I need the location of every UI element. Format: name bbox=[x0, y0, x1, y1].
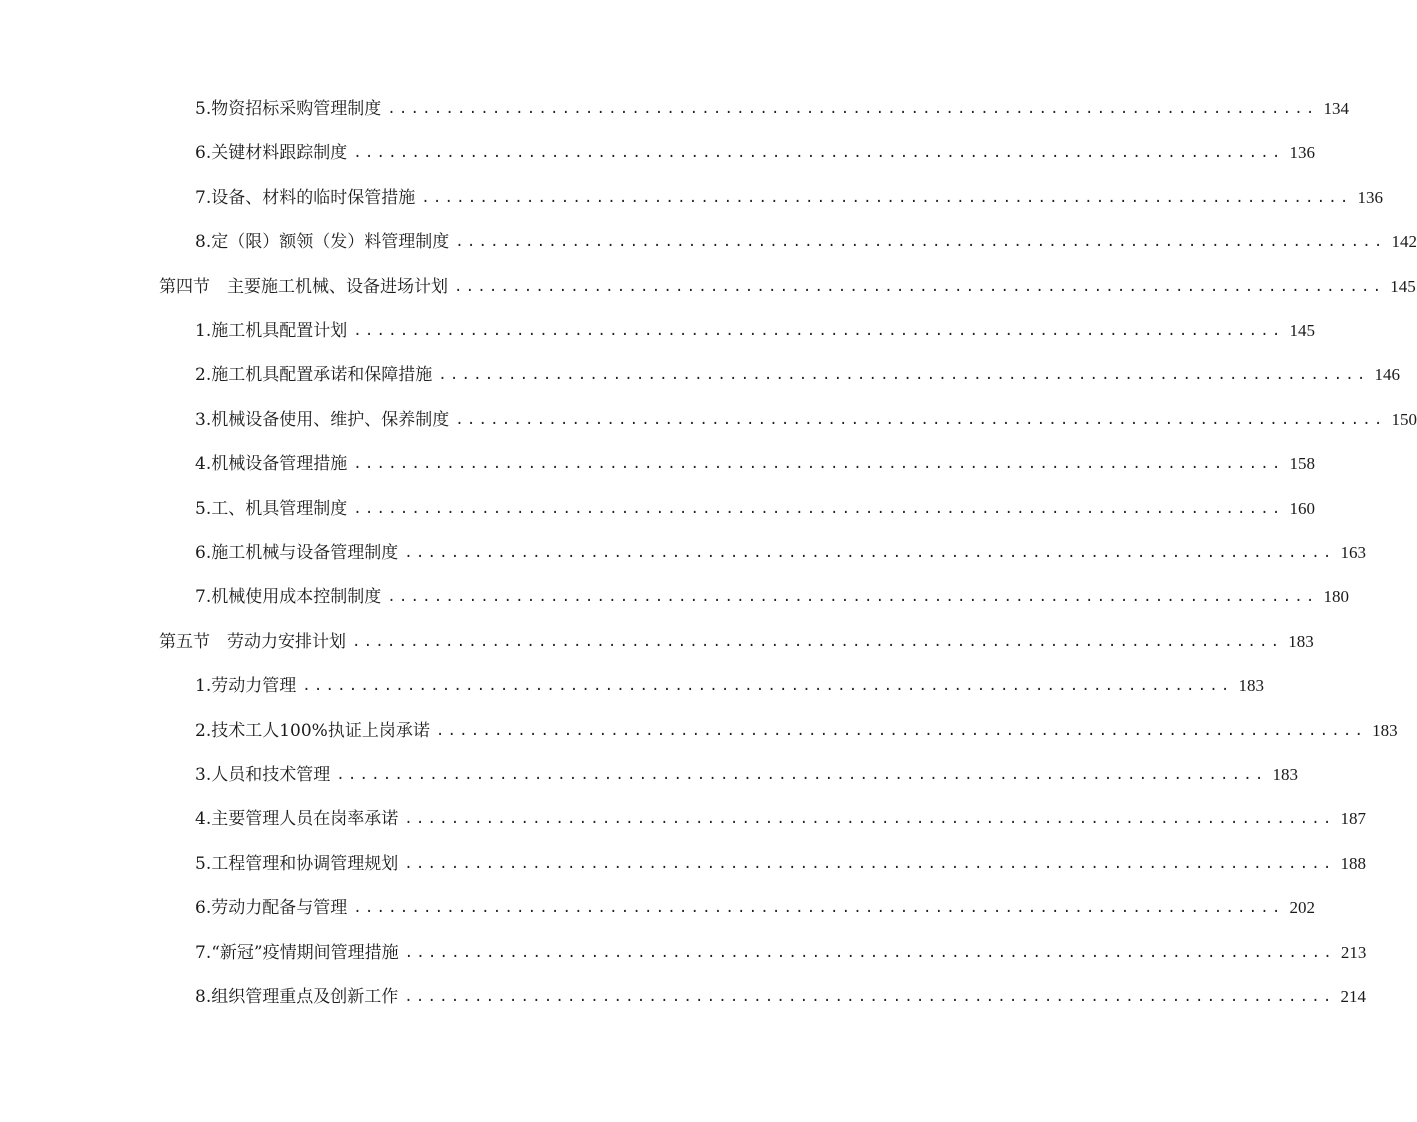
toc-page-number: 183 bbox=[1372, 720, 1398, 740]
toc-section-row[interactable] bbox=[0, 265, 1416, 309]
dot-leader: ................................................................................ bbox=[353, 145, 1284, 162]
dot-leader: ................................................................................ bbox=[352, 633, 1283, 650]
toc-entry bbox=[195, 931, 1367, 975]
dot-leader: ................................................................................ bbox=[387, 101, 1318, 117]
toc-entry-title: 8.组织管理重点及创新工作 bbox=[195, 987, 399, 1007]
toc-entry bbox=[195, 131, 1316, 175]
toc-entry-row[interactable] bbox=[0, 709, 1398, 753]
toc-entry bbox=[195, 353, 1401, 397]
toc-entry-title: 7.机械使用成本控制制度 bbox=[195, 587, 382, 608]
toc-entry-title: 第四节 主要施工机械、设备进场计划 bbox=[159, 276, 448, 297]
toc-entry-title: 6.关键材料跟踪制度 bbox=[195, 143, 348, 164]
toc-entry-title: 第五节 劳动力安排计划 bbox=[159, 631, 346, 652]
toc-entry-title: 1.施工机具配置计划 bbox=[195, 321, 348, 341]
toc-entry-row[interactable] bbox=[0, 842, 1367, 886]
toc-entry-row[interactable] bbox=[0, 131, 1316, 175]
toc-entry bbox=[195, 309, 1316, 353]
toc-page-number: 202 bbox=[1289, 898, 1316, 918]
toc-page-number: 188 bbox=[1340, 853, 1367, 873]
toc-page-number: 136 bbox=[1289, 143, 1316, 163]
toc-entry-row[interactable] bbox=[0, 575, 1350, 619]
toc-entry-row[interactable] bbox=[0, 87, 1350, 131]
toc-entry bbox=[195, 87, 1350, 131]
toc-section-row[interactable] bbox=[0, 620, 1314, 664]
toc-entry bbox=[195, 709, 1398, 753]
toc-entry-title: 6.施工机械与设备管理制度 bbox=[195, 543, 399, 563]
toc-entry-title: 1.劳动力管理 bbox=[195, 676, 297, 697]
dot-leader: ................................................................................ bbox=[404, 545, 1335, 561]
dot-leader: ................................................................................ bbox=[455, 411, 1386, 428]
toc-entry-title: 5.物资招标采购管理制度 bbox=[195, 99, 382, 119]
dot-leader: ................................................................................ bbox=[404, 855, 1335, 872]
toc-entry bbox=[195, 842, 1367, 886]
dot-leader: ................................................................................ bbox=[387, 589, 1318, 606]
toc-page-number: 142 bbox=[1391, 232, 1417, 252]
toc-entry bbox=[159, 620, 1314, 664]
dot-leader: ................................................................................ bbox=[435, 722, 1367, 739]
toc-entry-title: 7.设备、材料的临时保管措施 bbox=[195, 187, 416, 208]
toc-entry-title: 2.技术工人100%执证上岗承诺 bbox=[195, 720, 430, 741]
toc-entry-title: 7.“新冠”疫情期间管理措施 bbox=[195, 942, 399, 963]
toc-entry-row[interactable] bbox=[0, 442, 1316, 486]
toc-entry-row[interactable] bbox=[0, 797, 1367, 841]
toc-page-number: 158 bbox=[1289, 454, 1316, 474]
toc-entry-title: 3.人员和技术管理 bbox=[195, 765, 331, 785]
toc-entry-title: 6.劳动力配备与管理 bbox=[195, 898, 348, 919]
toc-entry-row[interactable] bbox=[0, 531, 1367, 575]
toc-entry-row[interactable] bbox=[0, 176, 1384, 220]
toc-entry-title: 2.施工机具配置承诺和保障措施 bbox=[195, 365, 433, 386]
toc-entry-title: 5.工、机具管理制度 bbox=[195, 498, 348, 519]
dot-leader: ................................................................................ bbox=[336, 767, 1267, 783]
toc-page-number: 214 bbox=[1340, 987, 1367, 1006]
toc-entry-row[interactable] bbox=[0, 353, 1401, 397]
toc-entry-row[interactable] bbox=[0, 753, 1299, 797]
toc-entry bbox=[195, 176, 1384, 220]
toc-entry bbox=[195, 753, 1299, 797]
toc-entry-row[interactable] bbox=[0, 975, 1367, 1019]
toc-entry bbox=[159, 265, 1416, 309]
toc-entry bbox=[195, 975, 1367, 1019]
toc-entry-title: 8.定（限）额领（发）料管理制度 bbox=[195, 232, 450, 253]
toc-entry-row[interactable] bbox=[0, 220, 1417, 264]
toc-entry bbox=[195, 398, 1417, 442]
toc-entry bbox=[195, 487, 1316, 531]
toc-page-number: 145 bbox=[1289, 321, 1316, 340]
dot-leader: ................................................................................ bbox=[404, 989, 1335, 1005]
toc-page-number: 150 bbox=[1391, 409, 1417, 429]
toc-entry bbox=[195, 220, 1417, 264]
toc-page-number: 146 bbox=[1374, 365, 1401, 385]
dot-leader: ................................................................................ bbox=[353, 323, 1284, 339]
dot-leader: ................................................................................ bbox=[404, 944, 1335, 961]
toc-entry bbox=[195, 886, 1316, 930]
toc-page-number: 183 bbox=[1238, 676, 1265, 696]
toc-entry-title: 5.工程管理和协调管理规划 bbox=[195, 853, 399, 874]
dot-leader: ................................................................................ bbox=[353, 456, 1284, 473]
toc-entry-row[interactable] bbox=[0, 664, 1265, 708]
dot-leader: ................................................................................ bbox=[302, 678, 1233, 695]
toc-page-number: 180 bbox=[1323, 587, 1350, 607]
dot-leader: ................................................................................ bbox=[455, 234, 1386, 251]
toc-entry-title: 3.机械设备使用、维护、保养制度 bbox=[195, 409, 450, 430]
toc-entry-row[interactable] bbox=[0, 886, 1316, 930]
toc-page-number: 213 bbox=[1340, 942, 1367, 962]
toc-entry-row[interactable] bbox=[0, 487, 1316, 531]
toc-entry-row[interactable] bbox=[0, 309, 1316, 353]
toc-entry-row[interactable] bbox=[0, 931, 1367, 975]
toc-entry bbox=[195, 442, 1316, 486]
toc-page-number: 187 bbox=[1340, 809, 1367, 829]
toc-entry-title: 4.机械设备管理措施 bbox=[195, 454, 348, 475]
toc-entry bbox=[195, 531, 1367, 575]
toc-page-number: 136 bbox=[1357, 187, 1384, 207]
dot-leader: ................................................................................ bbox=[353, 500, 1284, 517]
toc-entry bbox=[195, 575, 1350, 619]
toc-page-number: 160 bbox=[1289, 498, 1316, 518]
toc-entry bbox=[195, 797, 1367, 841]
toc-entry-title: 4.主要管理人员在岗率承诺 bbox=[195, 809, 399, 830]
dot-leader: ................................................................................ bbox=[421, 189, 1352, 206]
toc-entry bbox=[195, 664, 1265, 708]
dot-leader: ................................................................................ bbox=[353, 900, 1284, 917]
toc-page-number: 163 bbox=[1340, 543, 1367, 562]
toc-page-number: 183 bbox=[1288, 631, 1314, 651]
dot-leader: ................................................................................ bbox=[454, 278, 1385, 295]
dot-leader: ................................................................................ bbox=[438, 367, 1369, 384]
toc-page-number: 145 bbox=[1390, 276, 1416, 296]
toc-entry-row[interactable] bbox=[0, 398, 1417, 442]
dot-leader: ................................................................................ bbox=[404, 811, 1335, 828]
toc-page-number: 134 bbox=[1323, 99, 1350, 118]
toc-page-number: 183 bbox=[1272, 765, 1299, 784]
